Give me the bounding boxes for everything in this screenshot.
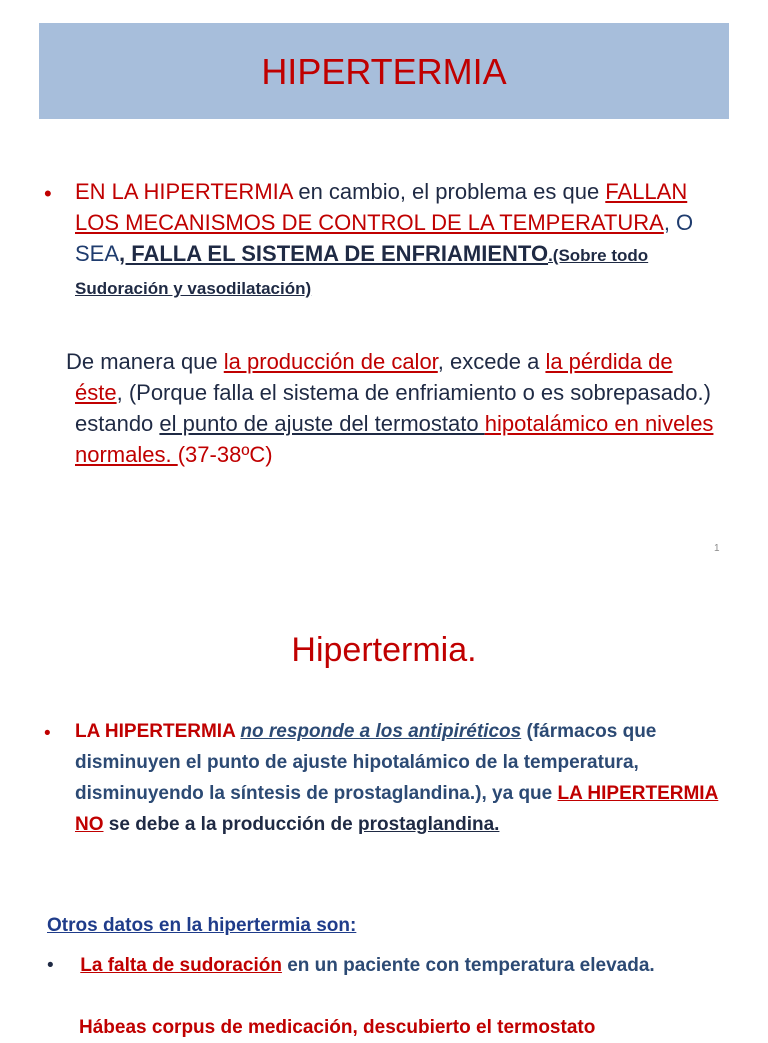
slide2-bullet: • xyxy=(44,723,51,744)
text-excede-a: , excede a xyxy=(437,349,546,374)
text-paciente-temperatura: en un paciente con temperatura elevada. xyxy=(281,955,655,976)
slide1-paragraph-1 xyxy=(75,176,715,304)
text-se-debe: se debe a la producción de xyxy=(103,814,358,835)
text-prostaglandina: prostaglandina. xyxy=(357,814,500,835)
slide1-paragraph-2 xyxy=(66,346,715,470)
slide2-paragraph-3-cutoff: Hábeas corpus de medicación, descubierto el termostato xyxy=(79,1017,596,1038)
text-porque-falla: , (Porque falla el sistema de enfriamiento o es sobrepasado.) estando xyxy=(75,380,711,436)
text-en-la-hipertermia: EN LA HIPERTERMIA xyxy=(75,179,293,204)
slide1-bullet: • xyxy=(44,181,52,206)
text-de-manera-que: De manera que xyxy=(66,349,224,374)
text-sudoracion-vasodilatacion: .(Sobre todo Sudoración y vasodilatación) xyxy=(75,246,649,298)
slide2-paragraph-1 xyxy=(75,716,725,840)
text-fallan-mecanismos: FALLAN LOS MECANISMOS DE CONTROL DE LA TEMPERATURA xyxy=(75,179,688,235)
slide2-subheading: Otros datos en la hipertermia son: xyxy=(47,915,357,936)
text-o-sea: , O SEA xyxy=(75,210,694,266)
slide2-paragraph-2 xyxy=(75,950,725,981)
text-punto-de-ajuste: el punto de ajuste del termostato xyxy=(159,411,485,436)
text-rango-temperatura: (37-38ºC) xyxy=(177,442,273,467)
text-perdida-de-este: la pérdida de éste xyxy=(75,349,673,405)
text-farmacos: (fármacos que disminuyen el punto de ajuste hipotalámico de la temperatura, disminuyendo la síntesis de prostaglandina.), ya que xyxy=(75,721,657,804)
text-no-responde: no responde a los antipiréticos xyxy=(240,721,522,742)
text-falta-sudoracion: La falta de sudoración xyxy=(80,955,282,976)
text-falla-sistema: , FALLA EL SISTEMA DE ENFRIAMIENTO xyxy=(119,241,549,266)
text-la-hipertermia-no: LA HIPERTERMIA NO xyxy=(75,783,719,835)
text-produccion-calor: la producción de calor xyxy=(223,349,438,374)
slide1-page-number: 1 xyxy=(714,543,720,554)
text-en-cambio: en cambio, el problema es que xyxy=(292,179,606,204)
slide2-bullet-2: • xyxy=(47,955,54,976)
text-la-hipertermia: LA HIPERTERMIA xyxy=(75,721,241,742)
slide1-title: HIPERTERMIA xyxy=(261,51,507,92)
slide2-title: Hipertermia. xyxy=(291,631,477,669)
text-hipotalamico-niveles: hipotalámico en niveles normales. xyxy=(75,411,714,467)
